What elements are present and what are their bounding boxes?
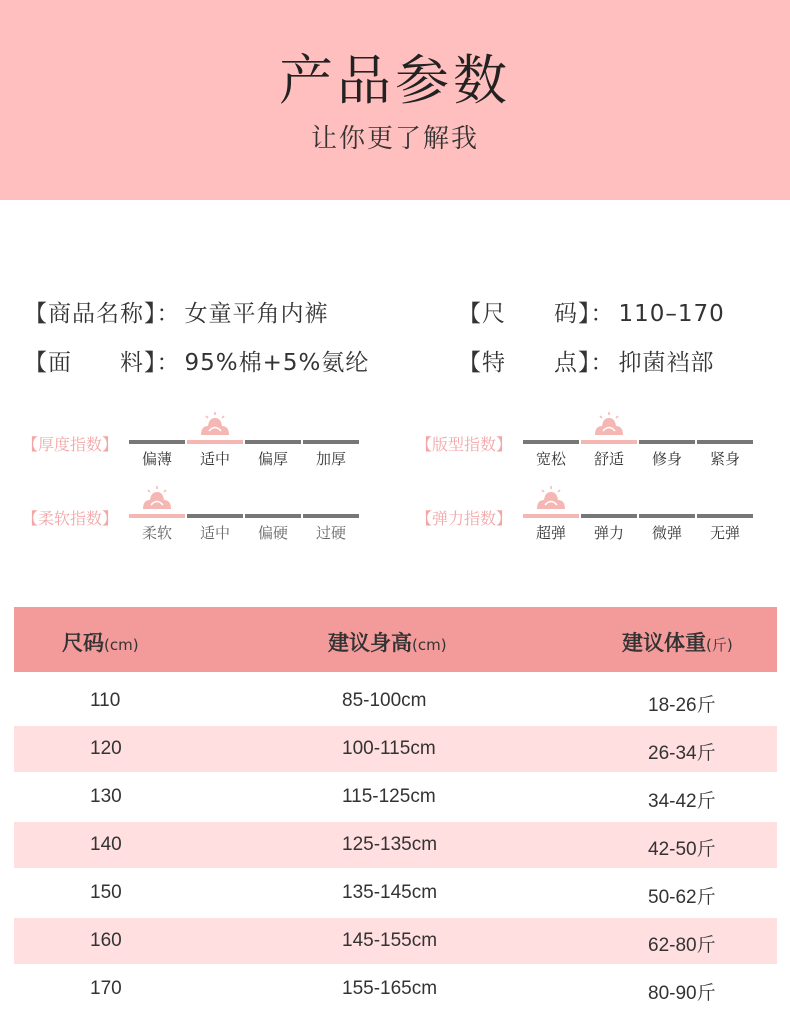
index-bar-segment [581, 440, 637, 444]
index-bar-segment [245, 514, 301, 518]
info-value: 抑菌裆部 [618, 350, 715, 376]
col-height-header: 建议身高(cm) [328, 631, 447, 655]
table-row [14, 918, 777, 964]
index-bar-segment [639, 440, 695, 444]
index-option: 弹力 [593, 524, 624, 542]
index-bar-segment [581, 514, 637, 518]
page-subtitle: 让你更了解我 [310, 124, 479, 154]
size-cell: 150 [90, 882, 122, 903]
weight-cell: 62-80斤 [648, 935, 716, 956]
index-bar-segment [129, 440, 185, 444]
index-option: 偏薄 [141, 450, 172, 468]
info-label: 【特 点】： [458, 350, 615, 376]
height-cell: 155-165cm [342, 978, 438, 999]
index-option: 适中 [199, 524, 230, 542]
weight-cell: 26-34斤 [648, 743, 716, 764]
weight-cell: 42-50斤 [648, 839, 716, 860]
weight-cell: 34-42斤 [648, 791, 716, 812]
size-cell: 110 [90, 690, 121, 711]
weight-cell: 80-90斤 [648, 983, 716, 1004]
table-row [14, 678, 777, 724]
index-option: 舒适 [593, 450, 624, 468]
cloud-sun-icon [534, 486, 568, 510]
cloud-sun-icon [140, 486, 174, 510]
index-bar-segment [187, 440, 243, 444]
index-label: 【版型指数】 [416, 435, 513, 454]
index-bar-segment [697, 440, 753, 444]
index-label: 【弹力指数】 [416, 509, 513, 528]
index-option: 紧身 [709, 450, 740, 468]
index-option: 加厚 [315, 450, 346, 468]
info-label: 【尺 码】： [458, 301, 615, 327]
index-option: 偏厚 [257, 450, 288, 468]
height-cell: 85-100cm [342, 690, 427, 711]
index-bar-segment [129, 514, 185, 518]
height-cell: 125-135cm [342, 834, 438, 855]
index-option: 过硬 [315, 524, 346, 542]
index-label: 【厚度指数】 [22, 435, 119, 454]
index-bar-segment [639, 514, 695, 518]
index-softness [22, 506, 367, 546]
size-cell: 130 [90, 786, 122, 807]
info-size [458, 295, 725, 328]
weight-cell: 50-62斤 [648, 887, 716, 908]
table-row [14, 726, 777, 772]
height-cell: 145-155cm [342, 930, 438, 951]
height-cell: 100-115cm [342, 738, 436, 759]
index-bar-segment [303, 514, 359, 518]
index-bar-segment [523, 440, 579, 444]
info-feature [458, 344, 715, 377]
index-option: 无弹 [709, 524, 740, 542]
index-bar-segment [697, 514, 753, 518]
page-title: 产品参数 [279, 49, 511, 112]
table-row [14, 822, 777, 868]
size-table-header [14, 607, 777, 672]
size-cell: 140 [90, 834, 122, 855]
info-label: 【面 料】： [24, 350, 181, 376]
index-bar-segment [303, 440, 359, 444]
info-label: 【商品名称】： [24, 301, 181, 327]
info-material [24, 344, 369, 377]
index-option: 微弹 [651, 524, 682, 542]
size-cell: 170 [90, 978, 122, 999]
table-row [14, 774, 777, 820]
index-option: 偏硬 [257, 524, 288, 542]
height-cell: 135-145cm [342, 882, 438, 903]
info-value: 110–170 [618, 301, 725, 327]
header-banner [0, 0, 790, 200]
size-cell: 160 [90, 930, 122, 951]
info-product-name [24, 295, 329, 328]
size-cell: 120 [90, 738, 122, 759]
col-weight-header: 建议体重(斤) [622, 631, 733, 655]
index-option: 超弹 [535, 524, 566, 542]
index-label: 【柔软指数】 [22, 509, 119, 528]
height-cell: 115-125cm [342, 786, 436, 807]
index-option: 修身 [651, 450, 682, 468]
table-row [14, 966, 777, 1012]
index-option: 柔软 [141, 524, 172, 542]
table-row [14, 870, 777, 916]
index-bar-segment [187, 514, 243, 518]
index-elasticity [416, 506, 761, 546]
cloud-sun-icon [198, 412, 232, 436]
index-bar-segment [245, 440, 301, 444]
index-option: 宽松 [535, 450, 566, 468]
info-value: 95%棉+5%氨纶 [184, 350, 370, 376]
info-value: 女童平角内裤 [184, 301, 329, 327]
col-size-header: 尺码(cm) [62, 631, 139, 655]
cloud-sun-icon [592, 412, 626, 436]
index-option: 适中 [199, 450, 230, 468]
index-thickness [22, 432, 367, 472]
weight-cell: 18-26斤 [648, 695, 716, 716]
index-bar-segment [523, 514, 579, 518]
index-fit [416, 432, 761, 472]
